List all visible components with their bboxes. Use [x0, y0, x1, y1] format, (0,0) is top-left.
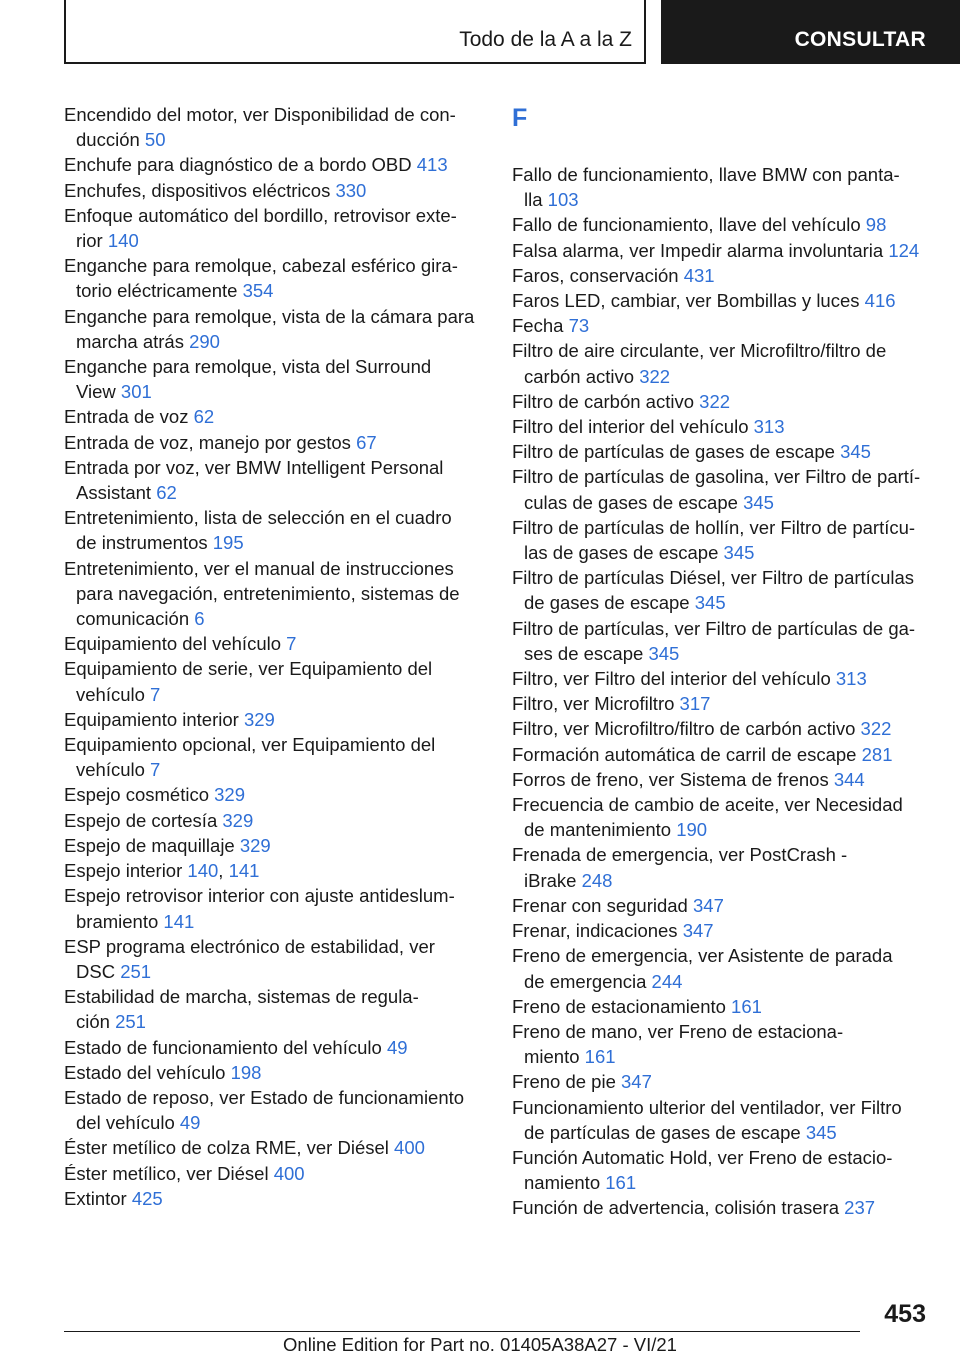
index-entry: [512, 1095, 932, 1145]
index-entry-text: Enganche para remolque, vista de la cámara para: [64, 305, 475, 327]
index-entry-text: iBrake: [524, 869, 582, 891]
page-link[interactable]: 329: [239, 834, 271, 856]
page-link[interactable]: 301: [120, 381, 152, 403]
index-entry-text: Espejo de cortesía: [64, 809, 223, 831]
index-entry-text: torio eléctricamente: [76, 280, 243, 302]
index-entry-text: Filtro, ver Microfiltro: [512, 693, 680, 715]
index-entry-text: de mantenimiento: [524, 819, 677, 841]
page-link[interactable]: 7: [150, 683, 161, 705]
page-link[interactable]: 354: [242, 280, 274, 302]
index-entry-text: Enchufe para diagnóstico de a bordo OBD: [64, 154, 417, 176]
page-link[interactable]: 62: [193, 406, 215, 428]
index-entry-text: Fecha: [512, 315, 569, 337]
section-tab[interactable]: [64, 0, 646, 64]
page-link[interactable]: 195: [212, 532, 244, 554]
page-link[interactable]: 50: [144, 129, 166, 151]
index-entry: [64, 203, 484, 253]
index-entry: [512, 389, 932, 414]
page-link[interactable]: 161: [584, 1046, 616, 1068]
index-entry: [512, 338, 932, 388]
index-entry-text: namiento: [524, 1172, 606, 1194]
consult-tab-label: CONSULTAR: [794, 28, 926, 51]
index-entry-text: Filtro de partículas de hollín, ver Filtro de partícu-: [512, 516, 916, 538]
index-entry-text: Enganche para remolque, vista del Surround: [64, 356, 432, 378]
index-entry-text: Faros, conservación: [512, 264, 684, 286]
index-entry: [512, 716, 932, 741]
index-entry: [64, 707, 484, 732]
page-link[interactable]: 49: [386, 1036, 408, 1058]
section-tab-label: Todo de la A a la Z: [459, 28, 632, 51]
index-entry-text: marcha atrás: [76, 330, 190, 352]
page-link[interactable]: 322: [639, 365, 671, 387]
index-entry-text: Filtro de aire circulante, ver Microfiltro/filtro de: [512, 340, 887, 362]
index-entry: [64, 934, 484, 984]
index-entry: [512, 943, 932, 993]
index-entry: [512, 742, 932, 767]
index-entry-text: Enganche para remolque, cabezal esférico gira-: [64, 255, 458, 277]
index-entry-text: Formación automática de carril de escape: [512, 743, 862, 765]
page-link[interactable]: 345: [805, 1121, 837, 1143]
index-entry: [64, 732, 484, 782]
page-link[interactable]: 425: [131, 1187, 163, 1209]
index-entry: [64, 1085, 484, 1135]
index-entry-text: Faros LED, cambiar, ver Bombillas y luces: [512, 290, 865, 312]
index-entry: [512, 842, 932, 892]
index-entry-text: Estado de funcionamiento del vehículo: [64, 1036, 387, 1058]
index-entry: [512, 313, 932, 338]
page-link[interactable]: 62: [156, 482, 177, 504]
index-entry: [512, 565, 932, 615]
index-entry-text: Espejo de maquillaje: [64, 834, 240, 856]
index-entry-text: ducción: [76, 129, 145, 151]
page-separator: ,: [218, 860, 229, 882]
page-link[interactable]: 329: [214, 784, 245, 806]
index-entry: [512, 439, 932, 464]
index-entry-text: Freno de pie: [512, 1071, 622, 1093]
index-entry-text: Fallo de funcionamiento, llave del vehículo: [512, 214, 866, 236]
index-entry-text: Fallo de funcionamiento, llave BMW con panta-: [512, 164, 900, 185]
index-entry-text: Función Automatic Hold, ver Freno de estacio-: [512, 1146, 893, 1168]
index-entry-text: de partículas de gases de escape: [524, 1121, 806, 1143]
index-entry: [64, 883, 484, 933]
index-entry: [512, 616, 932, 666]
index-entry-text: bramiento: [76, 910, 164, 932]
index-entry-text: de gases de escape: [524, 592, 695, 614]
index-entry-text: ses de escape: [524, 642, 649, 664]
index-entry: [64, 102, 484, 152]
page-link[interactable]: 313: [753, 416, 785, 438]
page-link[interactable]: 140: [107, 230, 139, 252]
page-link[interactable]: 400: [273, 1162, 305, 1184]
page-link[interactable]: 345: [840, 441, 871, 463]
index-entry: [512, 1145, 932, 1195]
index-entry-text: Freno de emergencia, ver Asistente de parada: [512, 945, 893, 967]
index-entry: [512, 1019, 932, 1069]
index-entry-text: Funcionamiento ulterior del ventilador, ver Filtro: [512, 1096, 902, 1118]
index-entry: [64, 404, 484, 429]
index-entry-text: de instrumentos: [76, 532, 213, 554]
page-link[interactable]: 330: [335, 179, 367, 201]
index-entry-text: Frenar, indicaciones: [512, 920, 683, 942]
index-entry-text: Encendido del motor, ver Disponibilidad de con-: [64, 104, 456, 125]
index-entry-text: Assistant: [76, 482, 157, 504]
index-entry-text: Filtro de carbón activo: [512, 390, 700, 412]
index-entry-text: ción: [76, 1011, 116, 1033]
page-link[interactable]: 251: [115, 1011, 146, 1033]
index-entry: [512, 464, 932, 514]
index-entry-text: miento: [524, 1046, 585, 1068]
index-letter-heading: F: [512, 104, 528, 132]
index-entry: [64, 178, 484, 203]
index-entry-text: las de gases de escape: [524, 542, 724, 564]
index-entry-text: carbón activo: [524, 365, 640, 387]
index-entry: [64, 984, 484, 1034]
index-entry-text: View: [76, 381, 121, 403]
page-link[interactable]: 6: [194, 608, 205, 630]
page-link[interactable]: 329: [222, 809, 254, 831]
index-entry: [64, 782, 484, 807]
index-entry-text: Entrada por voz, ver BMW Intelligent Personal: [64, 456, 444, 478]
index-entry-text: Éster metílico, ver Diésel: [64, 1162, 274, 1184]
index-entry-text: Entrada de voz, manejo por gestos: [64, 431, 357, 453]
page-link[interactable]: 7: [286, 633, 297, 655]
index-entry-text: Frenada de emergencia, ver PostCrash -: [512, 844, 848, 866]
index-entry-text: Equipamiento opcional, ver Equipamiento del: [64, 734, 436, 756]
page-link[interactable]: 317: [679, 693, 711, 715]
page-link[interactable]: 49: [179, 1112, 201, 1134]
page-link[interactable]: 161: [731, 995, 762, 1017]
page-link[interactable]: 237: [844, 1197, 876, 1219]
index-entry: [512, 263, 932, 288]
page-link[interactable]: 290: [189, 330, 220, 352]
index-entry: [64, 556, 484, 632]
index-entry-text: DSC: [76, 960, 121, 982]
index-entry-text: Función de advertencia, colisión trasera: [512, 1197, 845, 1219]
index-entry: [512, 767, 932, 792]
page-link[interactable]: 347: [693, 894, 724, 916]
page-link[interactable]: 322: [860, 718, 892, 740]
index-entry-text: Filtro de partículas de gasolina, ver Filtro de partí-: [512, 466, 921, 488]
page-link[interactable]: 161: [605, 1172, 637, 1194]
index-entry-text: Freno de estacionamiento: [512, 995, 732, 1017]
consult-tab[interactable]: [661, 0, 960, 64]
index-entry-text: de emergencia: [524, 970, 652, 992]
page-link[interactable]: 244: [651, 970, 683, 992]
page-link[interactable]: 345: [694, 592, 726, 614]
index-entry-text: rior: [76, 230, 108, 252]
index-entry: [64, 1060, 484, 1085]
index-entry: [512, 515, 932, 565]
index-entry: [64, 304, 484, 354]
page-link[interactable]: 198: [230, 1061, 262, 1083]
index-entry-text: culas de gases de escape: [524, 491, 744, 513]
page-link[interactable]: 251: [120, 960, 152, 982]
index-entry: [64, 833, 484, 858]
index-entry-text: Espejo retrovisor interior con ajuste antideslum-: [64, 885, 455, 907]
index-entry: [64, 1035, 484, 1060]
index-entry: [512, 1069, 932, 1094]
index-entry-text: vehículo: [76, 683, 151, 705]
index-entry-text: Filtro, ver Filtro del interior del vehículo: [512, 668, 836, 690]
index-entry: [64, 253, 484, 303]
index-entry-text: Equipamiento del vehículo: [64, 633, 287, 655]
index-entry: [512, 666, 932, 691]
index-entry-text: Éster metílico de colza RME, ver Diésel: [64, 1137, 395, 1159]
index-entry: [512, 288, 932, 313]
page-link[interactable]: 141: [163, 910, 195, 932]
index-entry: [512, 691, 932, 716]
index-column-right: [512, 102, 932, 1221]
page-link[interactable]: 345: [723, 542, 755, 564]
page-number: 453: [884, 1300, 926, 1328]
index-entry-text: Falsa alarma, ver Impedir alarma involuntaria: [512, 239, 889, 261]
index-entry-text: Enchufes, dispositivos eléctricos: [64, 179, 336, 201]
index-entry: [64, 455, 484, 505]
index-entry-text: Extintor: [64, 1187, 132, 1209]
index-entry: [512, 162, 932, 212]
index-entry-text: Espejo interior: [64, 860, 188, 882]
index-entry-text: Entretenimiento, lista de selección en el cuadro: [64, 507, 452, 529]
page-link[interactable]: 413: [416, 154, 448, 176]
index-entry-text: vehículo: [76, 759, 151, 781]
index-entry: [512, 893, 932, 918]
page-link[interactable]: 124: [888, 239, 920, 261]
index-entry-text: para navegación, entretenimiento, sistemas de: [76, 582, 460, 604]
index-entry: [64, 505, 484, 555]
index-entry-text: Frecuencia de cambio de aceite, ver Necesidad: [512, 794, 903, 816]
footer-divider: [64, 1331, 860, 1332]
index-entry-text: Estado del vehículo: [64, 1061, 231, 1083]
index-entry-text: Estado de reposo, ver Estado de funcionamiento: [64, 1086, 465, 1108]
index-entry: [64, 1135, 484, 1160]
page-link[interactable]: 431: [683, 264, 715, 286]
page-link[interactable]: 345: [648, 642, 680, 664]
footer-edition-text: Online Edition for Part no. 01405A38A27 - VI/21: [283, 1334, 677, 1355]
index-entry: [512, 918, 932, 943]
page-link[interactable]: 347: [682, 920, 714, 942]
page-link[interactable]: 67: [356, 431, 377, 453]
page-link[interactable]: 347: [621, 1071, 652, 1093]
page-link[interactable]: 98: [865, 214, 887, 236]
index-entry-text: Estabilidad de marcha, sistemas de regula-: [64, 986, 419, 1008]
index-entry: [64, 1161, 484, 1186]
index-column-left: [64, 102, 484, 1211]
index-entry: [64, 152, 484, 177]
page-link[interactable]: 73: [568, 315, 590, 337]
index-entry-text: Freno de mano, ver Freno de estaciona-: [512, 1020, 844, 1042]
index-entry: [512, 238, 932, 263]
index-entry: [512, 414, 932, 439]
page-link[interactable]: 344: [833, 768, 865, 790]
page-link[interactable]: 281: [861, 743, 893, 765]
index-entries-f: [512, 162, 932, 1221]
index-entry-text: Entretenimiento, ver el manual de instrucciones: [64, 557, 454, 579]
index-entry-text: Filtro de partículas Diésel, ver Filtro de partículas: [512, 567, 915, 589]
index-entry-text: Forros de freno, ver Sistema de frenos: [512, 768, 834, 790]
index-entry: [64, 430, 484, 455]
page-link[interactable]: 345: [743, 491, 774, 513]
page-link[interactable]: 190: [676, 819, 708, 841]
page-link[interactable]: 416: [864, 290, 896, 312]
index-entry: [512, 1195, 932, 1220]
page-link[interactable]: 141: [228, 860, 260, 882]
index-entry: [64, 354, 484, 404]
index-entry: [64, 631, 484, 656]
page-link[interactable]: 7: [150, 759, 161, 781]
index-entry: [64, 1186, 484, 1211]
index-entry-text: Frenar con seguridad: [512, 894, 693, 916]
index-entry-text: Entrada de voz: [64, 406, 194, 428]
index-entry: [64, 656, 484, 706]
index-entry-text: ESP programa electrónico de estabilidad, ver: [64, 935, 435, 957]
page-link[interactable]: 322: [699, 390, 731, 412]
page-link[interactable]: 140: [187, 860, 219, 882]
index-entry-text: Filtro de partículas, ver Filtro de partículas de ga-: [512, 617, 916, 639]
index-entry-text: comunicación: [76, 608, 195, 630]
page-link[interactable]: 103: [547, 189, 579, 211]
index-entry-text: Filtro, ver Microfiltro/filtro de carbón activo: [512, 718, 861, 740]
index-entry-text: Filtro del interior del vehículo: [512, 416, 754, 438]
index-entry: [512, 212, 932, 237]
page-link[interactable]: 329: [243, 708, 275, 730]
index-entry: [512, 792, 932, 842]
page-link[interactable]: 313: [835, 668, 867, 690]
index-entry: [64, 858, 484, 883]
index-entry-text: Equipamiento interior: [64, 708, 244, 730]
index-entry-text: lla: [524, 189, 548, 211]
index-entry-text: Filtro de partículas de gases de escape: [512, 441, 841, 463]
index-entry-text: del vehículo: [76, 1112, 180, 1134]
page-link[interactable]: 248: [581, 869, 613, 891]
index-entry: [512, 994, 932, 1019]
index-entry-text: Enfoque automático del bordillo, retrovisor exte-: [64, 204, 457, 226]
index-entry-text: Espejo cosmético: [64, 784, 215, 806]
index-entry-text: Equipamiento de serie, ver Equipamiento del: [64, 658, 433, 680]
index-entry: [64, 808, 484, 833]
page-link[interactable]: 400: [394, 1137, 425, 1159]
